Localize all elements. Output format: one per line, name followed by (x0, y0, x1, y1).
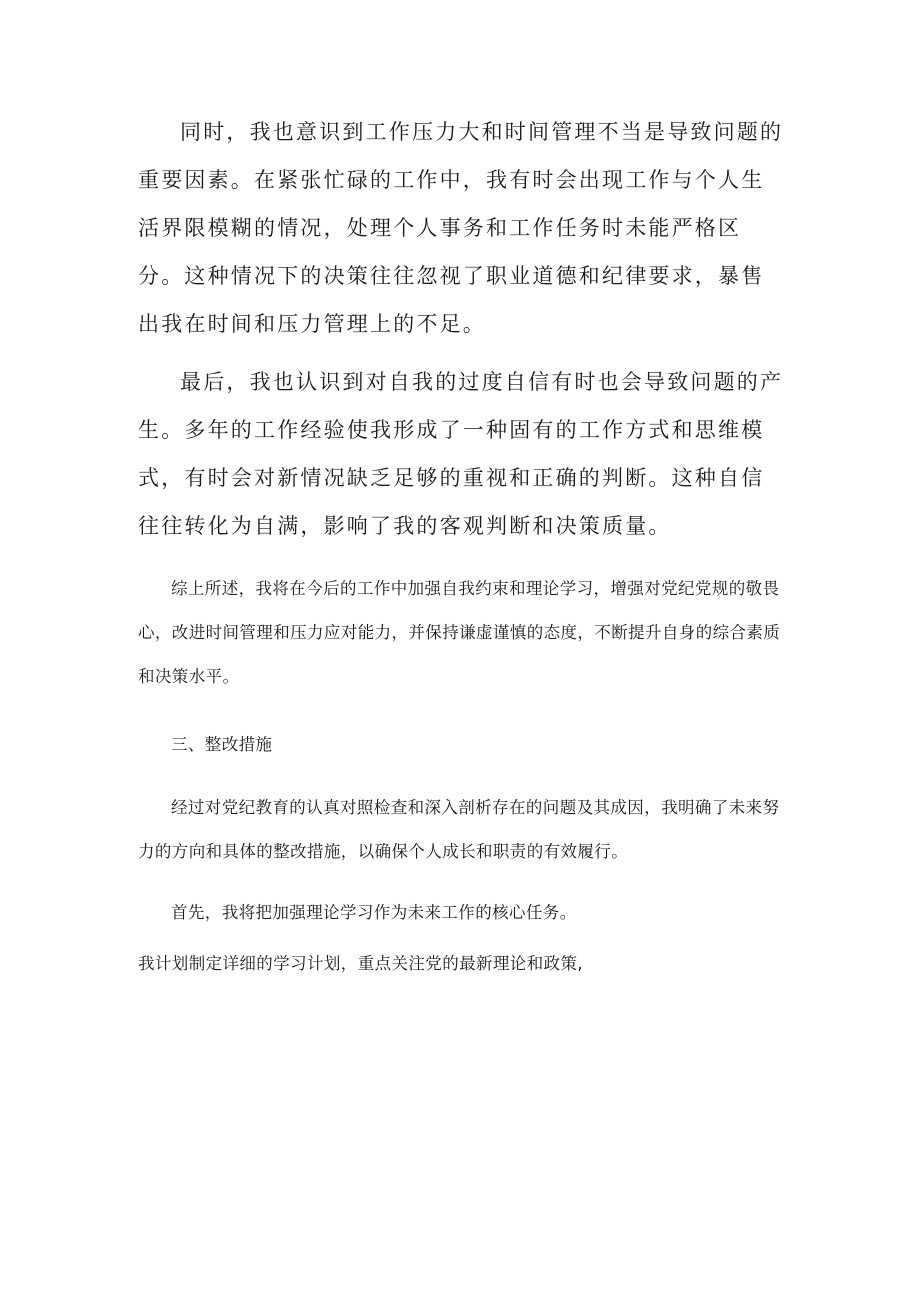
paragraph-study-plan: 我计划制定详细的学习计划，重点关注党的最新理论和政策, (138, 954, 584, 973)
section-heading-rectification: 三、整改措施 (171, 735, 273, 754)
paragraph-overconfidence: 最后，我也认识到对自我的过度自信有时也会导致问题的产生。多年的工作经验使我形成了一种固有的工作方式和思维模式，有时会对新情况缺乏足够的重视和正确的判断。这种自信往往转化为自满，影响了我的客观判断和决策质量。 (138, 370, 784, 538)
paragraph-first-measure: 首先，我将把加强理论学习作为未来工作的核心任务。 (171, 903, 577, 922)
paragraph-time-pressure: 同时，我也意识到工作压力大和时间管理不当是导致问题的重要因素。在紧张忙碌的工作中，我有时会出现工作与个人生活界限模糊的情况，处理个人事务和工作任务时未能严格区分。这种情况下的决策往往忽视了职业道德和纪律要求，暴售出我在时间和压力管理上的不足。 (138, 120, 784, 336)
paragraph-rectification-intro: 经过对党纪教育的认真对照检查和深入剖析存在的问题及其成因，我明确了未来努力的方向和具体的整改措施，以确保个人成长和职责的有效履行。 (138, 798, 780, 861)
paragraph-summary: 综上所述，我将在今后的工作中加强自我约束和理论学习，增强对党纪党规的敬畏心，改进时间管理和压力应对能力，并保持谦虚谨慎的态度，不断提升自身的综合素质和决策水平。 (138, 579, 781, 686)
